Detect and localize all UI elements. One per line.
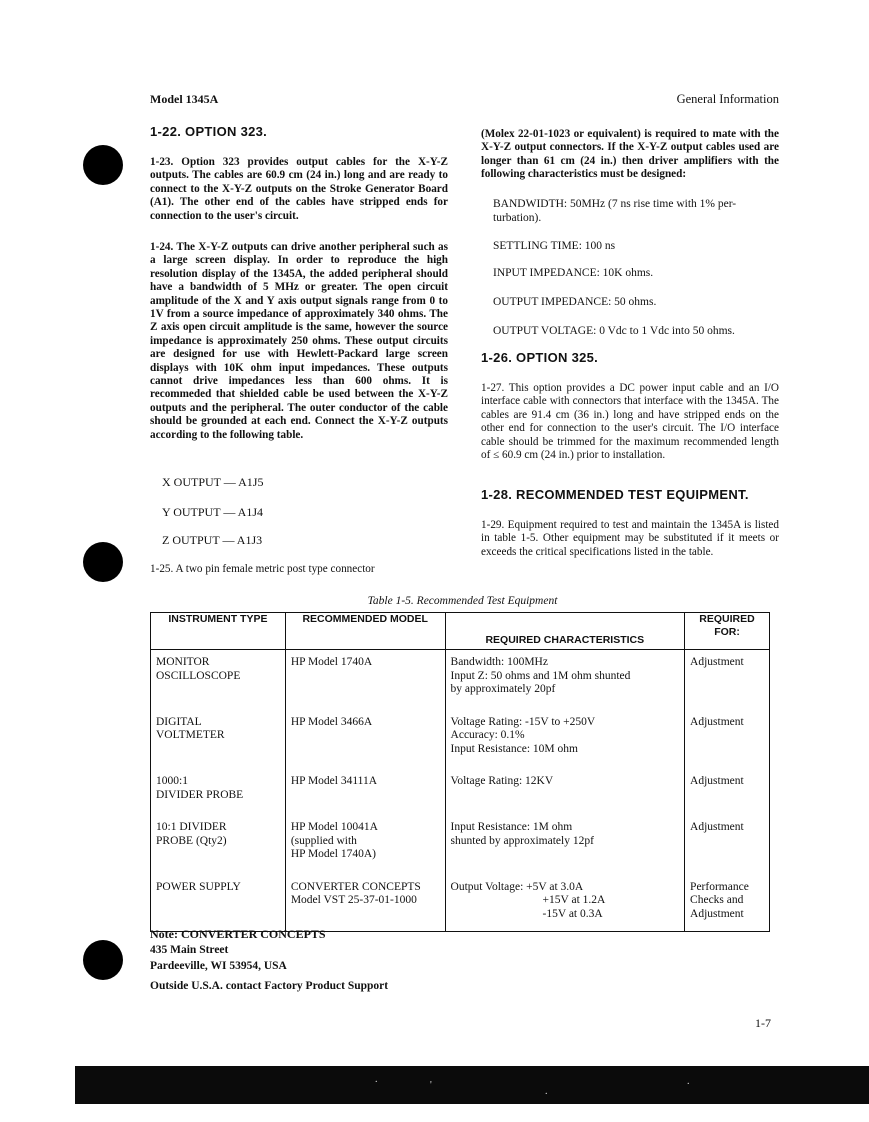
paragraph-1-25: 1-25. A two pin female metric post type connector — [150, 563, 375, 575]
cell-model: HP Model 1740A) — [290, 848, 376, 860]
header-instrument-type: INSTRUMENT TYPE — [151, 613, 286, 650]
cell-type: OSCILLOSCOPE — [156, 669, 241, 682]
cell-characteristic: Accuracy: 0.1% — [450, 729, 525, 741]
cell-required-for: Adjustment — [690, 715, 744, 728]
cell-type: DIVIDER PROBE — [156, 788, 244, 801]
table-row — [151, 707, 770, 767]
equipment-table — [150, 612, 770, 932]
spec-output-voltage: OUTPUT VOLTAGE: 0 Vdc to 1 Vdc into 50 ohms. — [493, 325, 735, 337]
output-z: Z OUTPUT — A1J3 — [162, 533, 263, 547]
cell-model: HP Model 3466A — [290, 715, 373, 728]
cell-model: HP Model 1740A — [290, 656, 373, 668]
table-caption: Table 1-5. Recommended Test Equipment — [367, 595, 558, 607]
spec-settling-time: SETTLING TIME: 100 ns — [493, 240, 616, 252]
section-title-1-26: 1-26. OPTION 325. — [481, 350, 599, 365]
cell-characteristic: Input Resistance: 10M ohm — [450, 742, 578, 755]
cell-model: (supplied with — [290, 834, 357, 847]
scan-edge-bar: . ' . . — [75, 1066, 869, 1104]
table-row — [151, 766, 770, 812]
section-title-1-28: 1-28. RECOMMENDED TEST EQUIPMENT. — [481, 487, 749, 502]
paragraph-1-29: 1-29. Equipment required to test and maintain the 1345A is listed in table 1-5. Other equipment may be substituted if it meets or exceeds the critical specifications listed in the table. — [481, 519, 779, 558]
header-required-for: REQUIRED FOR: — [685, 613, 770, 650]
cell-type: VOLTMETER — [156, 729, 225, 741]
note-block — [150, 926, 388, 994]
header-required-characteristics: REQUIRED CHARACTERISTICS — [445, 613, 685, 650]
cell-type: PROBE (Qty2) — [156, 834, 227, 847]
cell-required-for: Performance — [690, 880, 749, 893]
cell-required-for: Adjustment — [690, 821, 744, 833]
spec-bandwidth: BANDWIDTH: 50MHz (7 ns rise time with 1% per-turbation). — [493, 198, 737, 224]
cell-type: 10:1 DIVIDER — [156, 821, 227, 833]
spec-output-impedance: OUTPUT IMPEDANCE: 50 ohms. — [493, 296, 657, 308]
note-line: Outside U.S.A. contact Factory Product Support — [150, 980, 389, 992]
cell-characteristic: -15V at 0.3A — [542, 907, 603, 920]
cell-characteristic: Input Z: 50 ohms and 1M ohm shunted — [450, 669, 631, 682]
spec-input-impedance: INPUT IMPEDANCE: 10K ohms. — [493, 267, 654, 279]
output-y: Y OUTPUT — A1J4 — [162, 505, 264, 519]
cell-type: 1000:1 — [156, 775, 188, 787]
page-number: 1-7 — [755, 1016, 771, 1030]
cell-characteristic: by approximately 20pf — [450, 683, 556, 695]
table-row — [151, 872, 770, 932]
cell-characteristic: Bandwidth: 100MHz — [450, 656, 548, 668]
cell-characteristic: Voltage Rating: 12KV — [450, 775, 554, 787]
cell-characteristic: Output Voltage: +5V at 3.0A — [450, 880, 584, 893]
cell-required-for: Adjustment — [690, 907, 744, 920]
table-header-row — [151, 613, 770, 650]
cell-model: CONVERTER CONCEPTS — [290, 880, 421, 893]
paragraph-1-24: 1-24. The X-Y-Z outputs can drive another peripheral such as a large screen display. In order to reproduce the high resolution display of the 1345A, the added peripheral should have a bandwidth of 5 MHz or greater. The open circuit amplitude of the X and Y axis output signals range from 0 to 1V from a source impedance of approximately 340 ohms. The Z axis open circuit amplitude is the same, however the source impedance is approximately 250 ohms. These output circuits are designed for use with Hewlett-Packard large screen displays with 10K ohm input impedances. These outputs cannot drive impedances less than 600 ohms. It is recommeded that shielded cable be used between the X-Y-Z outputs and the peripheral. The outer conductor of the cable should be grounded at each end. Connect the X-Y-Z outputs according to the following table. — [150, 241, 448, 441]
cell-characteristic: Voltage Rating: -15V to +250V — [450, 715, 596, 728]
note-line: 435 Main Street — [150, 944, 229, 956]
cell-model: HP Model 34111A — [290, 775, 378, 787]
cell-type: MONITOR — [156, 656, 210, 668]
binder-hole — [83, 940, 123, 980]
cell-required-for: Adjustment — [690, 656, 744, 668]
paragraph-1-27: 1-27. This option provides a DC power input cable and an I/O interface cable with connectors that interface with the 1345A. The cables are 91.4 cm (36 in.) long and have stripped ends on the other end for connection to the user's circuit. The I/O interface cable should be trimmed for the maximum recommended length of ≤ 60.9 cm (24 in.) prior to installation. — [481, 382, 779, 462]
note-line: Pardeeville, WI 53954, USA — [150, 960, 287, 972]
cell-characteristic: Input Resistance: 1M ohm — [450, 821, 573, 833]
section-title-1-22: 1-22. OPTION 323. — [150, 124, 268, 139]
binder-hole — [83, 145, 123, 185]
table-row — [151, 650, 770, 707]
output-x: X OUTPUT — A1J5 — [162, 475, 264, 489]
cell-type: DIGITAL — [156, 715, 202, 728]
cell-model: HP Model 10041A — [290, 821, 378, 833]
table-row — [151, 812, 770, 872]
header-model: Model 1345A — [150, 92, 219, 106]
cell-model: Model VST 25-37-01-1000 — [290, 894, 417, 906]
paragraph-1-23: 1-23. Option 323 provides output cables for the X-Y-Z outputs. The cables are 60.9 cm (24 in.) long and are ready to connect to the X-Y-Z outputs on the Stroke Generator Board (A1). The other end of the cables have stripped ends for connection to the user's circuit. — [150, 156, 448, 222]
cell-required-for: Checks and — [690, 894, 744, 906]
cell-characteristic: shunted by approximately 12pf — [450, 834, 594, 847]
cell-required-for: Adjustment — [690, 775, 744, 787]
binder-hole — [83, 542, 123, 582]
note-line: Note: CONVERTER CONCEPTS — [150, 927, 326, 941]
header-section: General Information — [676, 92, 779, 106]
cell-characteristic: +15V at 1.2A — [542, 894, 606, 906]
header-recommended-model: RECOMMENDED MODEL — [285, 613, 445, 650]
paragraph-continued: (Molex 22-01-1023 or equivalent) is required to mate with the X-Y-Z output connectors. If the X-Y-Z output cables used are longer than 61 cm (24 in.) then driver amplifiers with the following characteristics must be designed: — [481, 128, 779, 181]
cell-type: POWER SUPPLY — [156, 880, 241, 893]
